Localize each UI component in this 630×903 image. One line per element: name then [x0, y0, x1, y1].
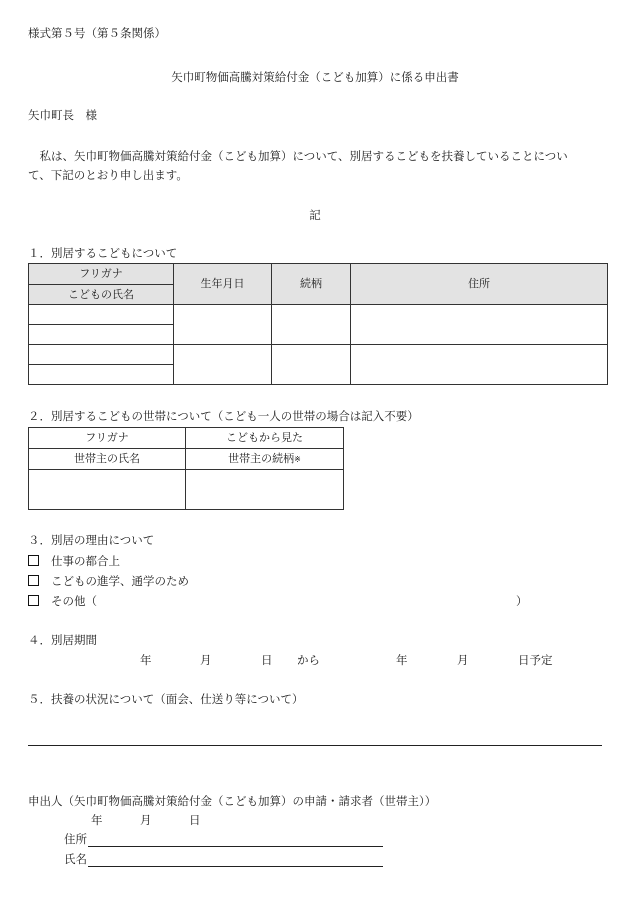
section3-heading: ３．別居の理由について: [28, 533, 155, 547]
support-status-input-line[interactable]: [28, 745, 602, 746]
start-year-label: 年: [140, 653, 152, 667]
child2-name-cell[interactable]: [29, 365, 174, 385]
applicant-address-label: 住所: [64, 832, 87, 846]
checkbox-icon[interactable]: [28, 595, 39, 606]
note-mark: ※: [294, 455, 301, 465]
checkbox-icon[interactable]: [28, 575, 39, 586]
addressee: 矢巾町長 様: [28, 108, 97, 122]
child2-address-cell[interactable]: [351, 345, 608, 385]
intro-text-line2: て、下記のとおり申し出ます。: [28, 168, 188, 182]
ki-heading: 記: [309, 208, 321, 222]
document-title: 矢巾町物価高騰対策給付金（こども加算）に係る申出書: [171, 70, 459, 84]
reason-option-work[interactable]: 仕事の都合上: [28, 555, 120, 569]
header-child-name: こどもの氏名: [29, 285, 174, 305]
child1-furigana-cell[interactable]: [29, 305, 174, 325]
end-month-label: 月: [457, 653, 469, 667]
from-label: から: [297, 653, 320, 667]
applicant-name-label: 氏名: [64, 852, 87, 866]
section5-heading: ５．扶養の状況について（面会、仕送り等について）: [28, 692, 304, 706]
checkbox-icon[interactable]: [28, 555, 39, 566]
applicant-day-label: 日: [189, 813, 201, 827]
header-relation: 続柄: [272, 264, 351, 305]
section2-heading: ２．別居するこどもの世帯について（こども一人の世帯の場合は記入不要）: [28, 409, 419, 423]
header-address: 住所: [351, 264, 608, 305]
child2-birthdate-cell[interactable]: [174, 345, 272, 385]
child2-relation-cell[interactable]: [272, 345, 351, 385]
header-furigana: フリガナ: [29, 264, 174, 285]
header-birthdate: 生年月日: [174, 264, 272, 305]
applicant-address-input-line[interactable]: [88, 846, 383, 847]
household-head-name-cell[interactable]: [29, 470, 186, 510]
header-household-furigana: フリガナ: [29, 428, 186, 449]
child1-name-cell[interactable]: [29, 325, 174, 345]
applicant-name-input-line[interactable]: [88, 866, 383, 867]
intro-text-line1: 私は、矢巾町物価高騰対策給付金（こども加算）について、別居するこどもを扶養していることについ: [28, 149, 568, 163]
end-year-label: 年: [396, 653, 408, 667]
household-head-relation-cell[interactable]: [186, 470, 344, 510]
reason-option-other[interactable]: その他（: [28, 595, 97, 609]
child1-relation-cell[interactable]: [272, 305, 351, 345]
section1-heading: １．別居するこどもについて: [28, 246, 178, 260]
form-number-label: 様式第５号（第５条関係）: [28, 26, 166, 40]
section4-heading: ４．別居期間: [28, 633, 97, 647]
child2-furigana-cell[interactable]: [29, 345, 174, 365]
child1-birthdate-cell[interactable]: [174, 305, 272, 345]
header-seen-from-child: こどもから見た: [186, 428, 344, 449]
reason-option-school[interactable]: こどもの進学、通学のため: [28, 575, 189, 589]
header-household-head-relation: 世帯主の続柄※: [186, 449, 344, 470]
other-close-paren: ）: [516, 594, 528, 608]
household-table: [28, 427, 344, 510]
applicant-label: 申出人（矢巾町物価高騰対策給付金（こども加算）の申請・請求者（世帯主））: [28, 794, 437, 808]
header-household-head-name: 世帯主の氏名: [29, 449, 186, 470]
start-month-label: 月: [200, 653, 212, 667]
start-day-label: 日: [261, 653, 273, 667]
applicant-month-label: 月: [140, 813, 152, 827]
child1-address-cell[interactable]: [351, 305, 608, 345]
applicant-year-label: 年: [91, 813, 103, 827]
end-day-planned-label: 日予定: [518, 653, 553, 667]
children-table: [28, 263, 608, 385]
